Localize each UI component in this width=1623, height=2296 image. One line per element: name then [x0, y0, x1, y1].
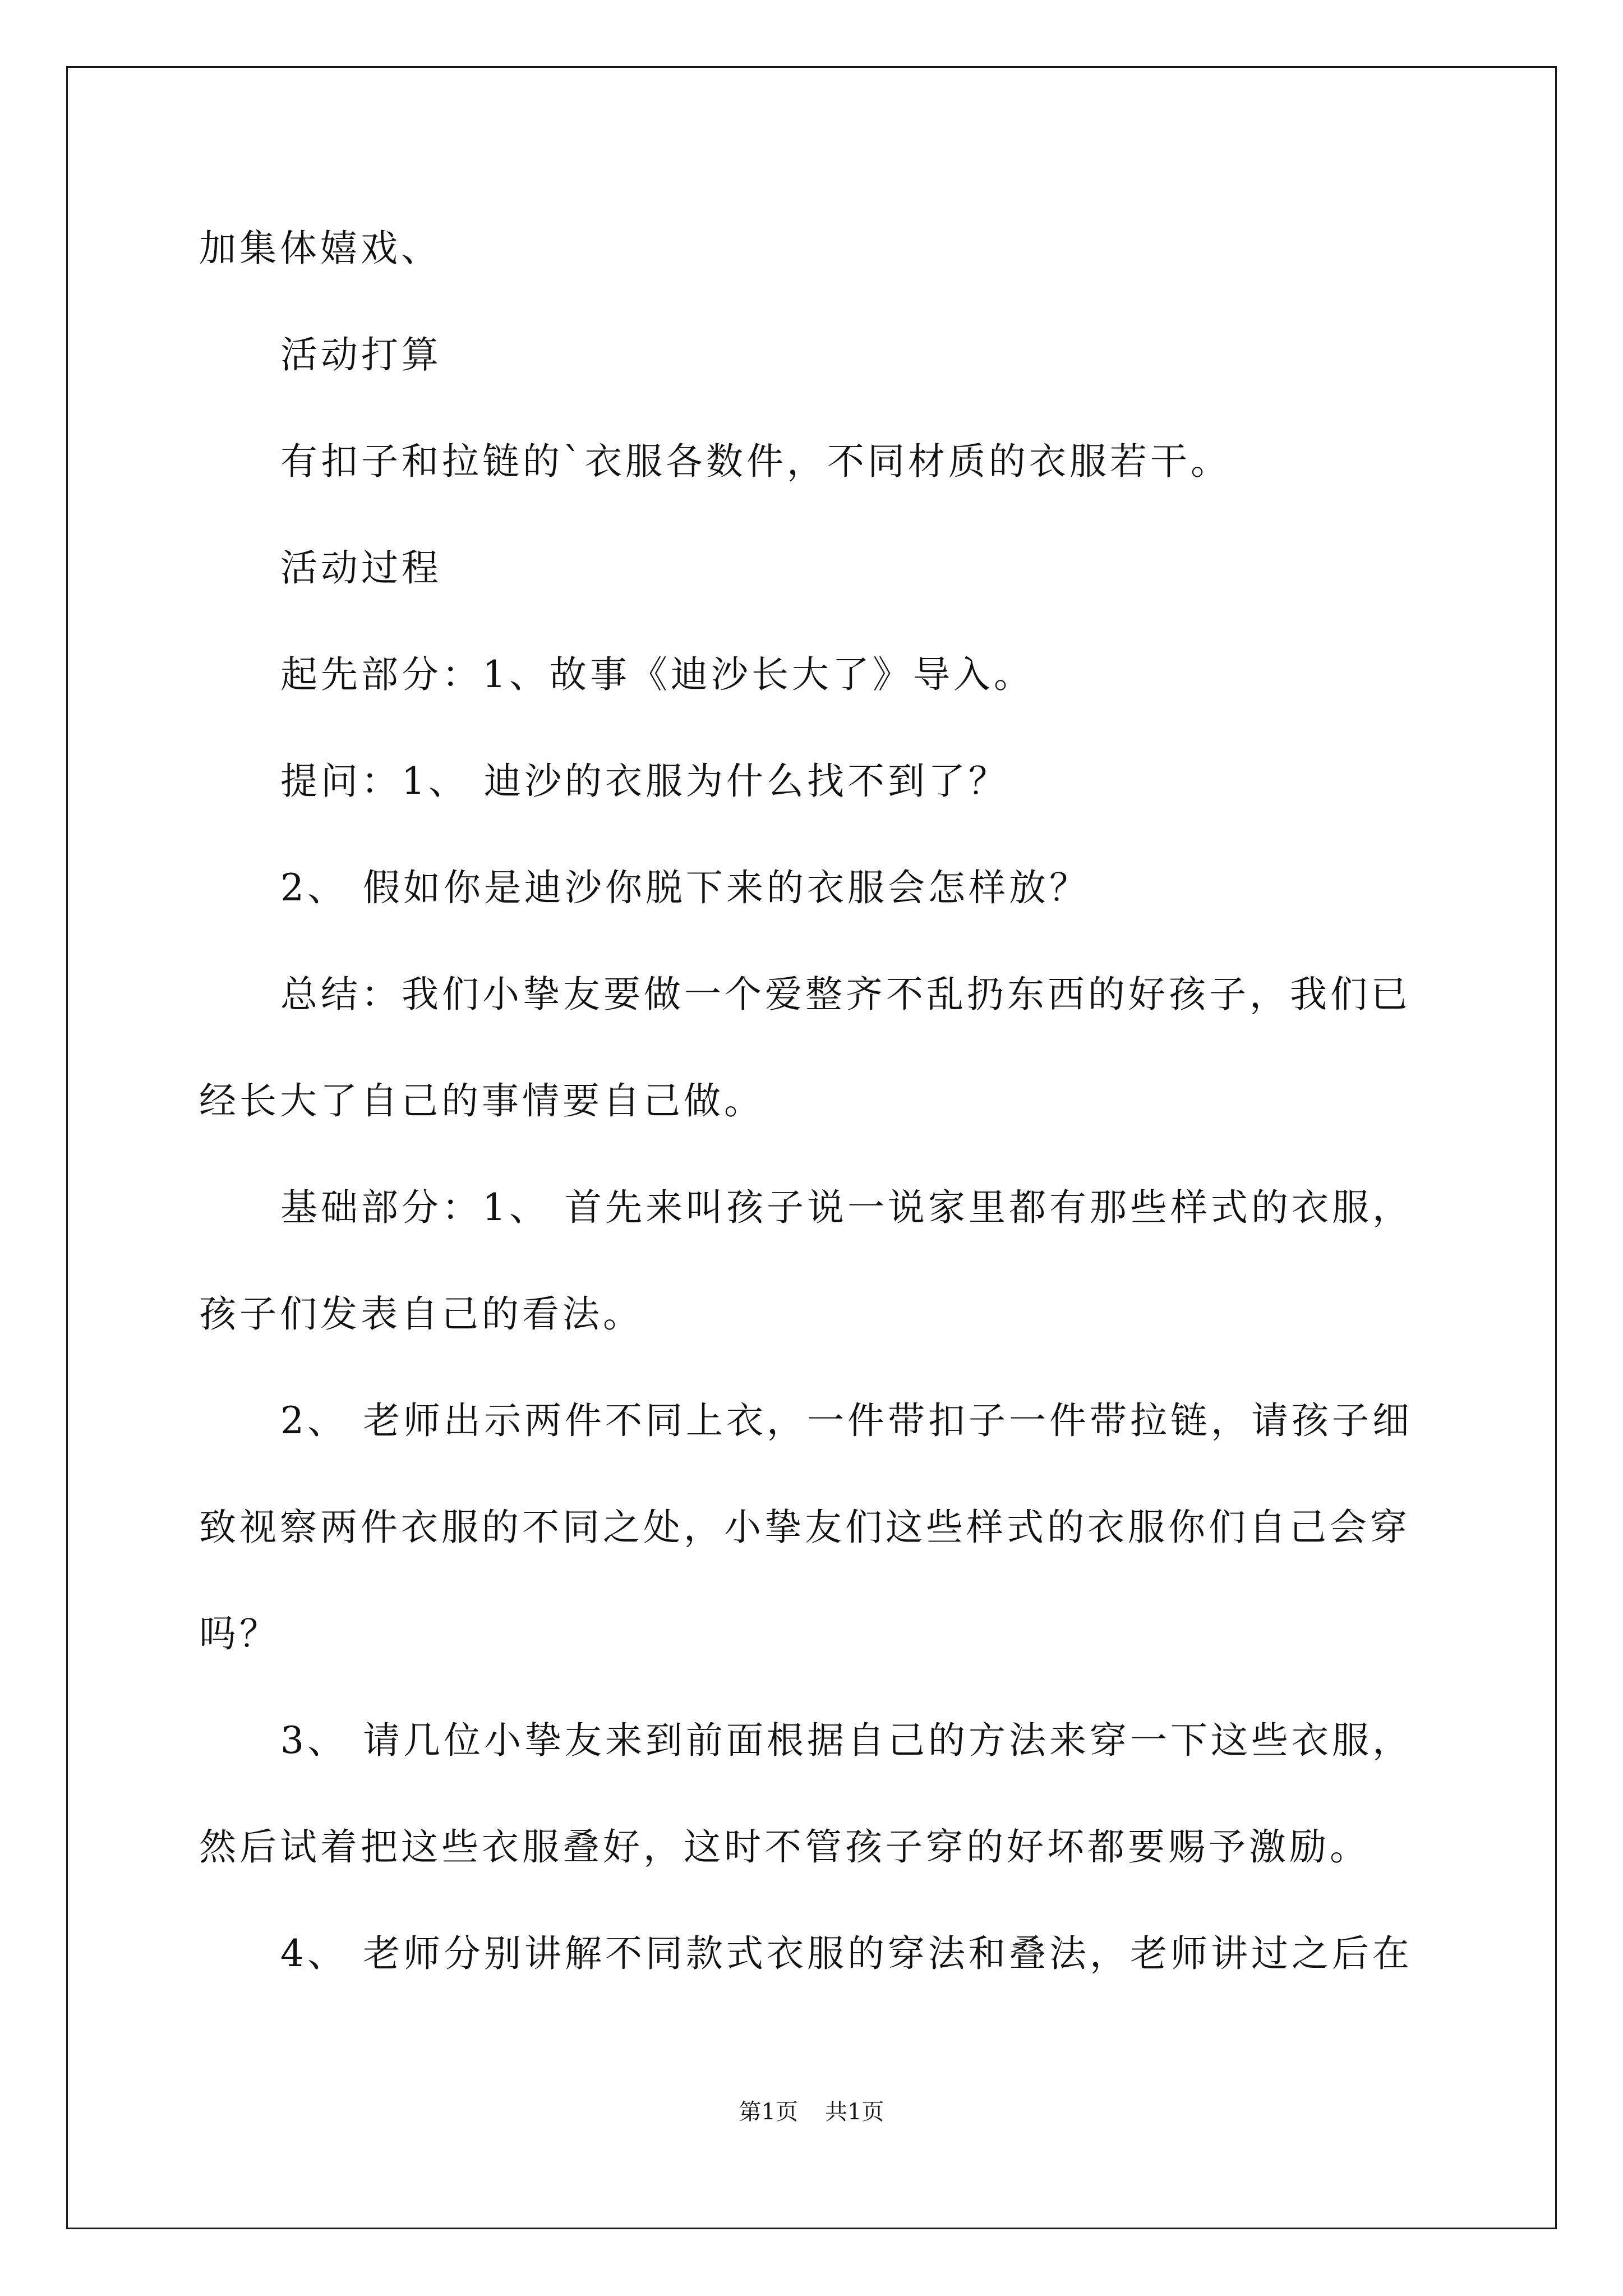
- text-line-6: 提问：1、 迪沙的衣服为什么找不到了？: [280, 760, 1009, 803]
- text-line-13: 致视察两件衣服的不同之处，小挚友们这些样式的衣服你们自己会穿: [199, 1506, 1410, 1549]
- text-line-16: 然后试着把这些衣服叠好，这时不管孩子穿的好坏都要赐予激励。: [199, 1825, 1370, 1869]
- text-line-12: 2、 老师出示两件不同上衣，一件带扣子一件带拉链，请孩子细: [280, 1399, 1413, 1442]
- text-line-3: 有扣子和拉链的`衣服各数件，不同材质的衣服若干。: [280, 440, 1231, 483]
- text-line-17: 4、 老师分别讲解不同款式衣服的穿法和叠法，老师讲过之后在: [280, 1932, 1413, 1975]
- text-line-14: 吗？: [199, 1612, 280, 1655]
- text-line-9: 经长大了自己的事情要自己做。: [199, 1079, 764, 1122]
- text-line-7: 2、 假如你是迪沙你脱下来的衣服会怎样放？: [280, 866, 1090, 909]
- text-line-4: 活动过程: [280, 546, 442, 590]
- text-line-5: 起先部分：1、故事《迪沙长大了》导入。: [280, 653, 1034, 696]
- text-line-2: 活动打算: [280, 333, 442, 376]
- page-total: 共1页: [825, 2099, 884, 2125]
- page-border: [66, 66, 1557, 2229]
- text-line-1: 加集体嬉戏、: [199, 227, 441, 270]
- text-line-10: 基础部分：1、 首先来叫孩子说一说家里都有那些样式的衣服，: [280, 1186, 1413, 1229]
- text-line-15: 3、 请几位小挚友来到前面根据自己的方法来穿一下这些衣服，: [280, 1719, 1413, 1762]
- text-line-8: 总结：我们小挚友要做一个爱整齐不乱扔东西的好孩子，我们已: [280, 973, 1411, 1016]
- page-number: 第1页: [739, 2099, 798, 2125]
- text-line-11: 孩子们发表自己的看法。: [199, 1292, 643, 1336]
- page-footer: [0, 2101, 1623, 2123]
